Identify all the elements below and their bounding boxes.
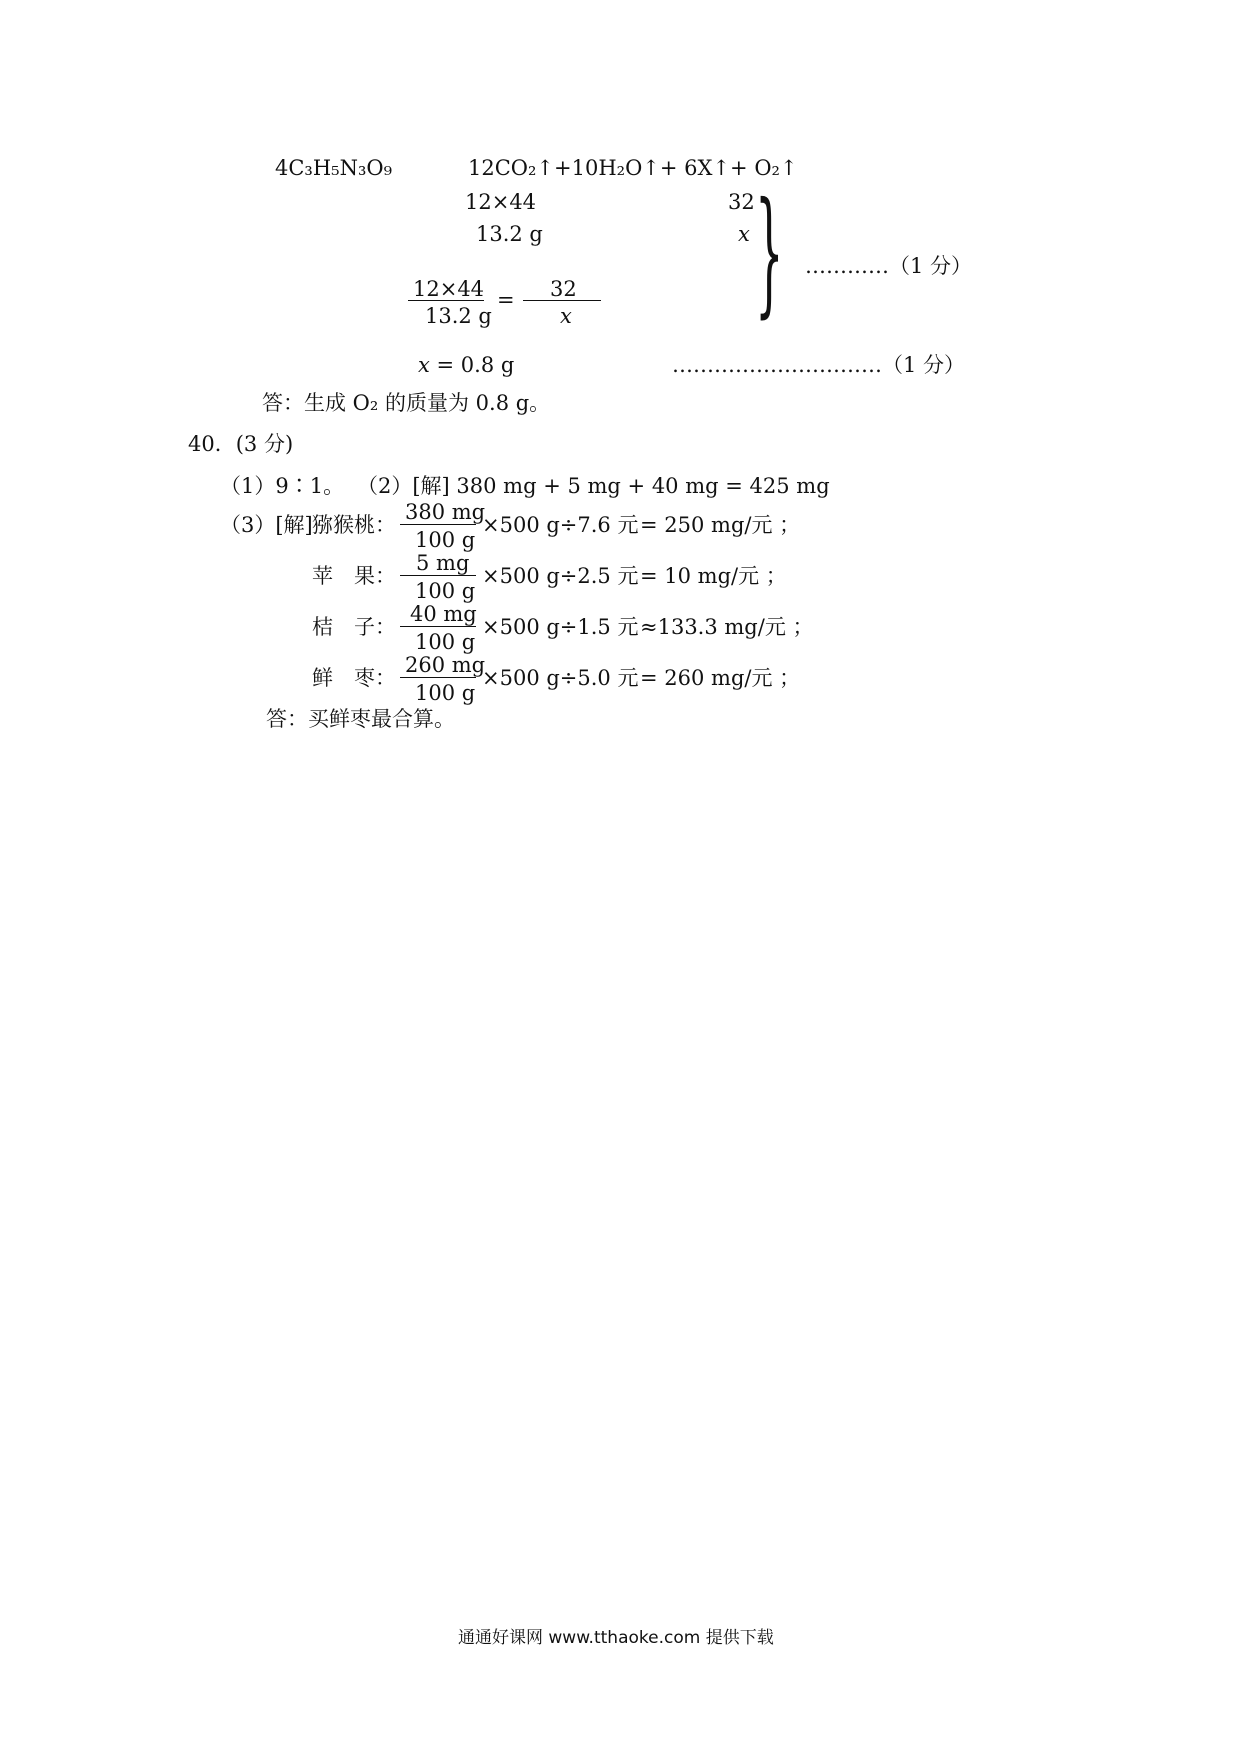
score-one-point-b: …………………………（1 分）: [672, 353, 966, 377]
left-numerator: 12×44: [413, 277, 485, 301]
right-brace: }: [755, 174, 784, 333]
right-numerator: 32: [550, 277, 577, 301]
fruit-numerator: 5 mg: [416, 551, 470, 575]
q40-header: 40．(3 分): [188, 432, 294, 456]
fruit-denominator: 100 g: [415, 630, 476, 654]
fruit-denominator: 100 g: [415, 681, 476, 705]
left-denominator: 13.2 g: [425, 304, 492, 328]
fruit-expression: ×500 g÷5.0 元: [482, 666, 639, 690]
fruit-expression: ×500 g÷1.5 元: [482, 615, 639, 639]
score-one-point-a: …………（1 分）: [805, 254, 973, 278]
q40-part3-prefix: （3）[解]: [220, 513, 313, 537]
product-formula: 12CO₂↑+10H₂O↑+ 6X↑+ O₂↑: [468, 156, 798, 180]
fruit-numerator: 380 mg: [405, 500, 486, 524]
fruit-fraction-bar: [400, 575, 476, 576]
fruit-expression: ×500 g÷7.6 元: [482, 513, 639, 537]
right-denominator: x: [560, 304, 572, 328]
q40-part1: （1）9∶1。: [220, 474, 345, 498]
fruit-result: = 250 mg/元 ；: [640, 513, 801, 537]
answer-40: 答：买鲜枣最合算。: [266, 707, 455, 731]
fruit-numerator: 40 mg: [410, 602, 477, 626]
reactant-formula: 4C₃H₅N₃O₉: [275, 156, 393, 180]
fruit-denominator: 100 g: [415, 528, 476, 552]
fruit-name: 猕猴桃：: [312, 513, 396, 537]
fruit-name: 鲜 枣：: [312, 666, 396, 690]
fruit-name: 苹 果：: [312, 564, 396, 588]
mass-o2: 32: [728, 190, 755, 214]
fruit-expression: ×500 g÷2.5 元: [482, 564, 639, 588]
mass-co2: 12×44: [465, 190, 537, 214]
fruit-name: 桔 子：: [312, 615, 396, 639]
fruit-numerator: 260 mg: [405, 653, 486, 677]
fruit-fraction-bar: [400, 524, 476, 525]
right-fraction-bar: [523, 300, 601, 301]
left-fraction-bar: [408, 300, 484, 301]
equals-sign: =: [497, 288, 515, 312]
given-co2: 13.2 g: [476, 222, 543, 246]
result-variable: x: [418, 353, 430, 377]
fruit-fraction-bar: [400, 626, 476, 627]
page-footer: 通通好课网 www.tthaoke.com 提供下载: [458, 1628, 774, 1648]
fruit-result: = 10 mg/元 ；: [640, 564, 787, 588]
result-value: = 0.8 g: [429, 353, 515, 377]
answer-39: 答：生成 O₂ 的质量为 0.8 g。: [262, 391, 551, 415]
unknown-o2: x: [738, 222, 750, 246]
fruit-fraction-bar: [400, 677, 476, 678]
fruit-result: ≈133.3 mg/元 ；: [640, 615, 814, 639]
fruit-denominator: 100 g: [415, 579, 476, 603]
q40-part2: （2）[解] 380 mg + 5 mg + 40 mg = 425 mg: [357, 474, 830, 498]
result-line: [418, 355, 514, 376]
fruit-result: = 260 mg/元 ；: [640, 666, 801, 690]
